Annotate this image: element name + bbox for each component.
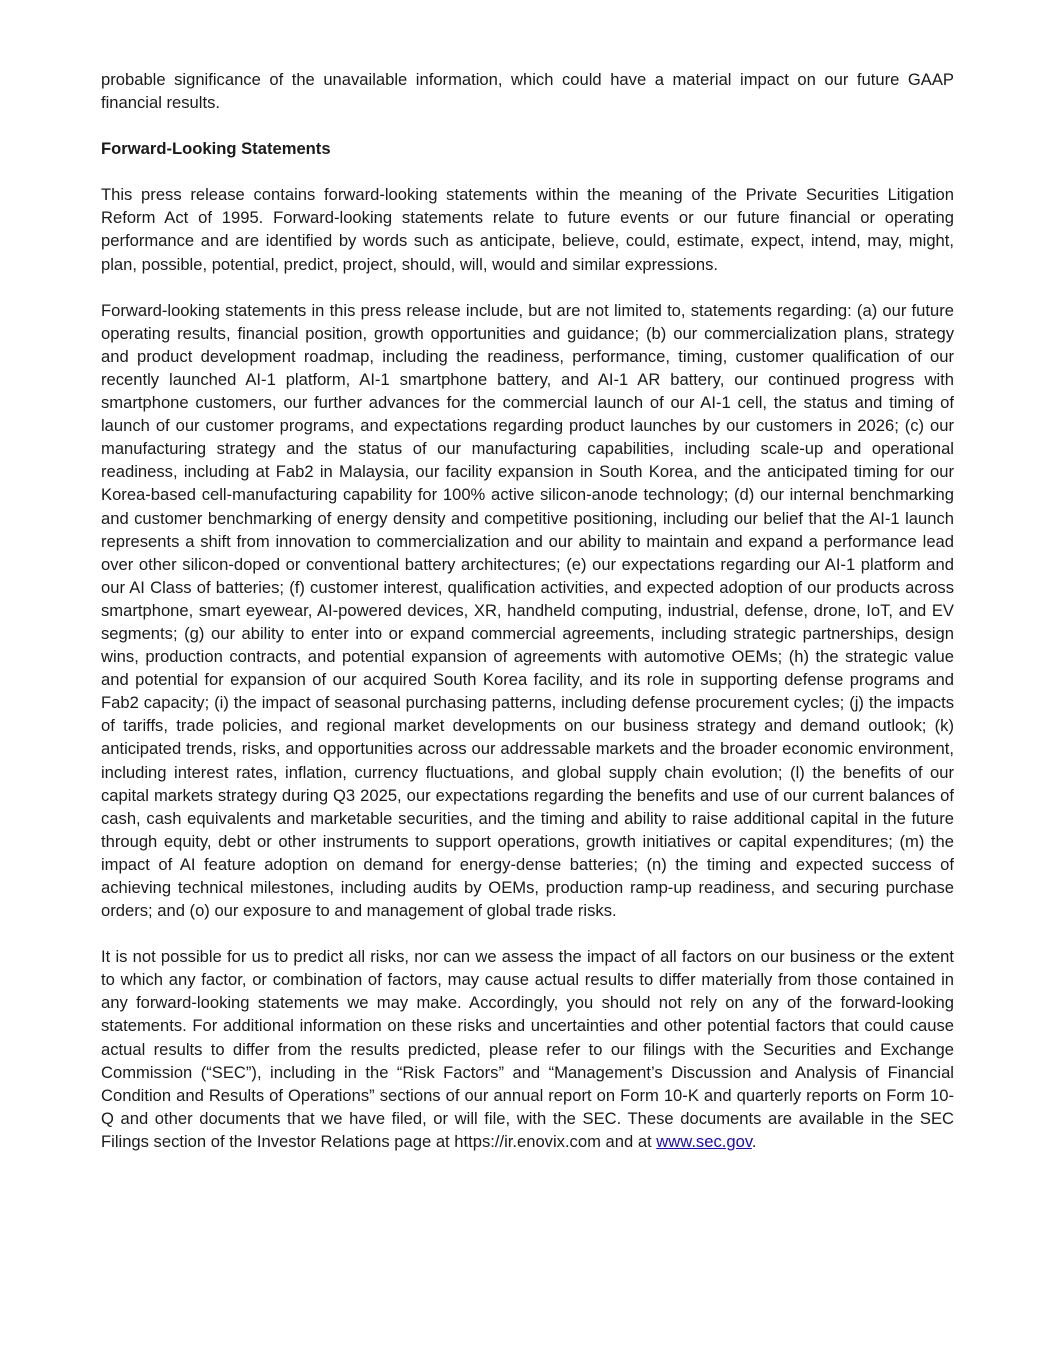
risks-text: It is not possible for us to predict all risks, nor can we assess the impact of all factors on our business or the extent to which any factor, or combination of factors, may cause actual results to differ materially from those contained in any forward-looking statements we may make. Accordingly, you should not rely on any of the forward-looking statements. For additional information on these risks and uncertainties and other potential factors that could cause actual results to differ from the results predicted, please refer to our filings with the Securities and Exchange Commission (“SEC”), including in the “Risk Factors” and “Management’s Discussion and Analysis of Financial Condition and Results of Operations” sections of our annual report on Form 10-K and quarterly reports on Form 10-Q and other documents that we have filed, or will file, with the SEC. These documents are available in the SEC Filings section of the Investor Relations page at https://ir.enovix.com and at bbox=[101, 947, 954, 1151]
paragraph-definition: This press release contains forward-looking statements within the meaning of the Private Securities Litigation Reform Act of 1995. Forward-looking statements relate to future events or our future financial or operating performance and are identified by words such as anticipate, believe, could, estimate, expect, intend, may, might, plan, possible, potential, predict, project, should, will, would and similar expressions. bbox=[101, 185, 954, 274]
sec-website-link[interactable]: www.sec.gov bbox=[656, 1131, 752, 1151]
paragraph-statements-list: Forward-looking statements in this press release include, but are not limited to, statements regarding: (a) our future operating results, financial position, growth opportunities and guidance; (b) our commercialization plans, strategy and product development roadmap, including the readiness, performance, timing, customer qualification of our recently launched AI-1 platform, AI-1 smartphone battery, and AI-1 AR battery, our continued progress with smartphone customers, our further advances for the commercial launch of our AI-1 cell, the status and timing of launch of our customer programs, and expectations regarding product launches by our customers in 2026; (c) our manufacturing strategy and the status of our manufacturing capabilities, including scale-up and operational readiness, including at Fab2 in Malaysia, our facility expansion in South Korea, and the anticipated timing for our Korea-based cell-manufacturing capability for 100% active silicon-anode technology; (d) our internal benchmarking and customer benchmarking of energy density and competitive positioning, including our belief that the AI-1 launch represents a shift from innovation to commercialization and our ability to maintain and expand a performance lead over other silicon-doped or conventional battery architectures; (e) our expectations regarding our AI-1 platform and our AI Class of batteries; (f) customer interest, qualification activities, and expected adoption of our products across smartphone, smart eyewear, AI-powered devices, XR, handheld computing, industrial, defense, drone, IoT, and EV segments; (g) our ability to enter into or expand commercial agreements, including strategic partnerships, design wins, production contracts, and potential expansion of agreements with automotive OEMs; (h) the strategic value and potential for expansion of our acquired South Korea facility, and its role in supporting defense programs and Fab2 capacity; (i) the impact of seasonal purchasing patterns, including defense procurement cycles; (j) the impacts of tariffs, trade policies, and regional market developments on our business strategy and demand outlook; (k) anticipated trends, risks, and opportunities across our addressable markets and the broader economic environment, including interest rates, inflation, currency fluctuations, and global supply chain evolution; (l) the benefits of our capital markets strategy during Q3 2025, our expectations regarding the benefits and use of our current balances of cash, cash equivalents and marketable securities, and the timing and ability to raise additional capital in the future through equity, debt or other instruments to support operations, growth initiatives or capital expenditures; (m) the impact of AI feature adoption on demand for energy-dense batteries; (n) the timing and expected success of achieving technical milestones, including audits by OEMs, production ramp-up readiness, and securing purchase orders; and (o) our exposure to and management of global trade risks. bbox=[101, 300, 954, 921]
section-heading: Forward-Looking Statements bbox=[101, 139, 331, 159]
spacer bbox=[101, 922, 954, 945]
document-page bbox=[101, 68, 954, 1153]
paragraph-risks bbox=[101, 945, 954, 1153]
intro-paragraph: probable significance of the unavailable information, which could have a material impact on our future GAAP financial results. bbox=[101, 70, 954, 113]
spacer bbox=[101, 276, 954, 299]
spacer bbox=[101, 114, 954, 137]
risks-text-end: . bbox=[751, 1131, 757, 1151]
spacer bbox=[101, 160, 954, 183]
